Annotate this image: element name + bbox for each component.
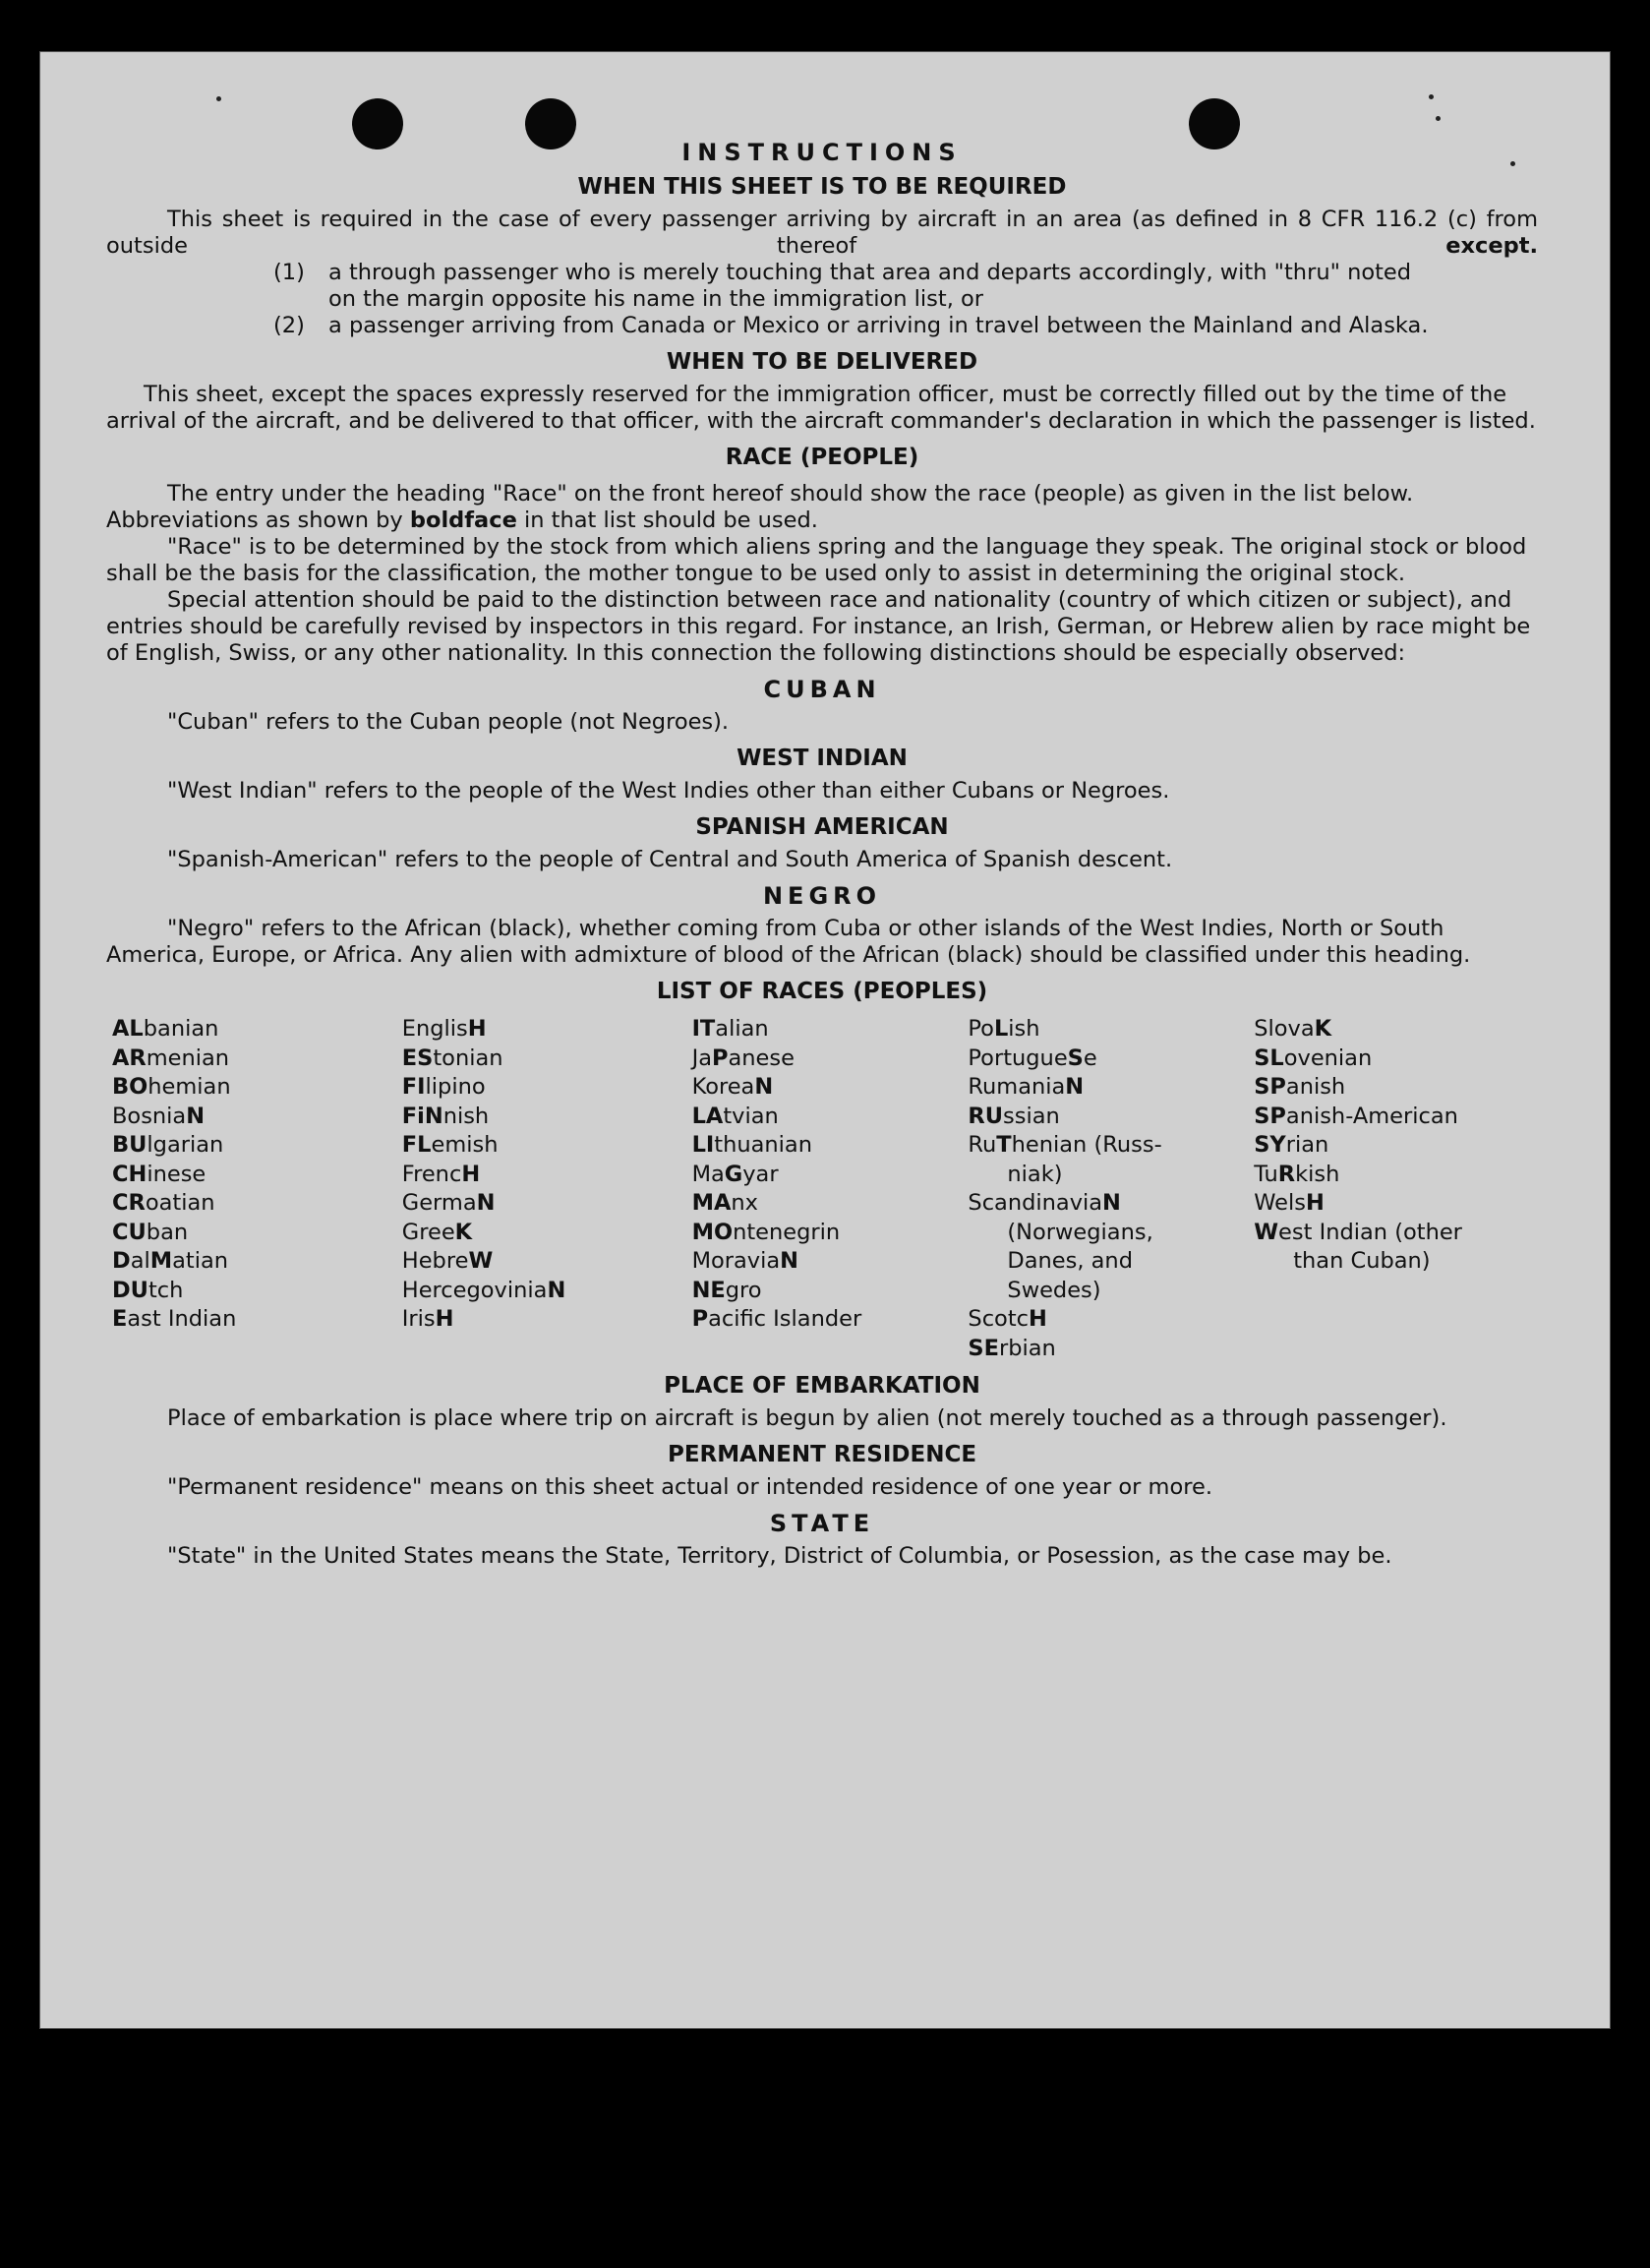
- exception-list: (1) a through passenger who is merely touching that area and departs accordingly, with "thru" noted on the margin opposite his name in the immigration list, or: [273, 260, 1412, 312]
- race-entry: WelsH: [1254, 1190, 1325, 1216]
- heading-permanent-residence: PERMANENT RESIDENCE: [667, 1442, 977, 1467]
- race-column: [968, 1015, 1254, 1363]
- race-entry: LIthuanian: [691, 1132, 812, 1158]
- exception-item-2: (2) a passenger arriving from Canada or Mexico or arriving in travel between the Mainland and Alaska.: [273, 313, 1429, 338]
- race-paragraph-1: The entry under the heading "Race" on the front hereof should show the race (people) as given in the list below. Abbreviations as shown by boldface in that list should be used.: [106, 481, 1414, 533]
- race-paragraph-3: Special attention should be paid to the distinction between race and nationality (country of which citizen or subject), and entries should be carefully revised by inspectors in this regard. For instance, an Irish, German, or Hebrew alien by race might be of English, Swiss, or any other nationality. In this connection the following distinctions should be especially observed:: [106, 587, 1531, 666]
- race-entry: IrisH: [401, 1306, 454, 1332]
- residence-text: "Permanent residence" means on this sheet actual or intended residence of one year or more.: [167, 1474, 1212, 1500]
- race-entry: HercegoviniaN: [401, 1277, 566, 1303]
- heading-list-of-races: LIST OF RACES (PEOPLES): [656, 979, 988, 1004]
- race-entry: MoraviaN: [691, 1248, 798, 1274]
- race-entry: (Norwegians,: [1007, 1219, 1153, 1245]
- race-entry: RUssian: [968, 1103, 1060, 1129]
- races-list: [112, 1015, 1538, 1363]
- race-entry: BUlgarian: [112, 1132, 224, 1158]
- race-entry: FLemish: [401, 1132, 499, 1158]
- race-entry: Swedes): [1007, 1277, 1101, 1303]
- heading-west-indian: WEST INDIAN: [737, 746, 908, 771]
- exception-1-line-2: on the margin opposite his name in the immigration list, or: [328, 286, 984, 312]
- state-text: "State" in the United States means the State, Territory, District of Columbia, or Posession, as the case may be.: [167, 1543, 1392, 1569]
- race-column: [692, 1015, 969, 1363]
- race-entry: SLovenian: [1254, 1044, 1373, 1071]
- race-entry: ARmenian: [112, 1044, 230, 1071]
- race-entry: CRoatian: [112, 1190, 215, 1216]
- race-entry: PoLish: [968, 1016, 1040, 1042]
- race-entry: LAtvian: [691, 1103, 779, 1129]
- heading-negro: NEGRO: [762, 882, 882, 910]
- heading-race: RACE (PEOPLE): [725, 445, 919, 470]
- speck: [1429, 94, 1434, 99]
- race-entry: West Indian (other: [1254, 1219, 1462, 1245]
- instructions-content: [106, 140, 1538, 1570]
- race-entry: niak): [1007, 1161, 1063, 1187]
- exception-1-line-1: a through passenger who is merely touching that area and departs accordingly, with "thru" noted: [328, 260, 1412, 285]
- race-entry: than Cuban): [1293, 1248, 1431, 1274]
- race-entry: FiNnish: [401, 1103, 490, 1129]
- page-title: INSTRUCTIONS: [681, 139, 963, 166]
- heading-delivered: WHEN TO BE DELIVERED: [666, 349, 978, 375]
- race-entry: TuRkish: [1254, 1161, 1340, 1187]
- speck: [216, 96, 221, 101]
- race-entry: DUtch: [112, 1277, 184, 1303]
- race-column: [402, 1015, 692, 1363]
- race-entry: ALbanian: [112, 1016, 219, 1042]
- race-entry: DalMatian: [112, 1248, 229, 1274]
- heading-state: STATE: [769, 1510, 875, 1537]
- race-entry: RuThenian (Russ-: [968, 1132, 1162, 1158]
- west-indian-text: "West Indian" refers to the people of the West Indies other than either Cubans or Negroes.: [167, 778, 1170, 804]
- race-entry: GermaN: [401, 1190, 496, 1216]
- race-entry: RumaniaN: [968, 1074, 1085, 1100]
- race-entry: EnglisH: [401, 1016, 487, 1042]
- race-entry: SlovaK: [1254, 1016, 1332, 1042]
- race-entry: SYrian: [1254, 1132, 1329, 1158]
- heading-cuban: CUBAN: [763, 676, 881, 703]
- cuban-text: "Cuban" refers to the Cuban people (not Negroes).: [167, 709, 730, 735]
- race-entry: MAnx: [691, 1190, 758, 1216]
- race-entry: SErbian: [968, 1335, 1056, 1361]
- race-entry: FrencH: [401, 1161, 481, 1187]
- race-paragraph-2: "Race" is to be determined by the stock from which aliens spring and the language they speak. The original stock or blood shall be the basis for the classification, the mother tongue to be used only to assist in determining the original stock.: [106, 534, 1527, 586]
- race-entry: BOhemian: [112, 1074, 231, 1100]
- race-column: [112, 1015, 402, 1363]
- race-entry: PortugueSe: [968, 1044, 1097, 1071]
- delivered-text: This sheet, except the spaces expressly reserved for the immigration officer, must be correctly filled out by the time of the arrival of the aircraft, and be delivered to that officer, with the aircraft commander's declaration in which the passenger is listed.: [106, 382, 1536, 434]
- race-entry: ScotcH: [968, 1306, 1047, 1332]
- race-entry: SPanish: [1254, 1074, 1346, 1100]
- race-entry: BosniaN: [112, 1103, 206, 1129]
- speck: [1436, 116, 1441, 121]
- race-entry: JaPanese: [691, 1044, 795, 1071]
- race-entry: EStonian: [401, 1044, 503, 1071]
- race-entry: East Indian: [112, 1306, 237, 1332]
- heading-spanish-american: SPANISH AMERICAN: [695, 814, 949, 840]
- negro-text: "Negro" refers to the African (black), whether coming from Cuba or other islands of the West Indies, North or South America, Europe, or Africa. Any alien with admixture of blood of the African (black) should be classified under this heading.: [106, 916, 1471, 968]
- race-entry: CUban: [112, 1219, 189, 1245]
- required-intro: This sheet is required in the case of every passenger arriving by aircraft in an area (as defined in 8 CFR 116.2 (c) from outside thereof except.: [106, 207, 1538, 259]
- race-entry: MaGyar: [691, 1161, 779, 1187]
- race-entry: SPanish-American: [1254, 1103, 1458, 1129]
- heading-embarkation: PLACE OF EMBARKATION: [664, 1373, 980, 1399]
- race-entry: NEgro: [691, 1277, 762, 1303]
- race-entry: CHinese: [112, 1161, 206, 1187]
- race-entry: FIlipino: [401, 1074, 486, 1100]
- race-entry: HebreW: [401, 1248, 494, 1274]
- race-column: [1254, 1015, 1538, 1363]
- race-entry: ScandinaviaN: [968, 1190, 1121, 1216]
- race-entry: GreeK: [401, 1219, 473, 1245]
- spanish-american-text: "Spanish-American" refers to the people of Central and South America of Spanish descent.: [167, 847, 1173, 872]
- race-entry: KoreaN: [691, 1074, 774, 1100]
- race-entry: Danes, and: [1007, 1248, 1133, 1274]
- race-entry: Pacific Islander: [691, 1306, 862, 1332]
- embarkation-text: Place of embarkation is place where trip on aircraft is begun by alien (not merely touched as a through passenger).: [167, 1405, 1447, 1431]
- race-entry: ITalian: [691, 1016, 769, 1042]
- race-entry: MOntenegrin: [691, 1219, 841, 1245]
- heading-required: WHEN THIS SHEET IS TO BE REQUIRED: [577, 174, 1067, 200]
